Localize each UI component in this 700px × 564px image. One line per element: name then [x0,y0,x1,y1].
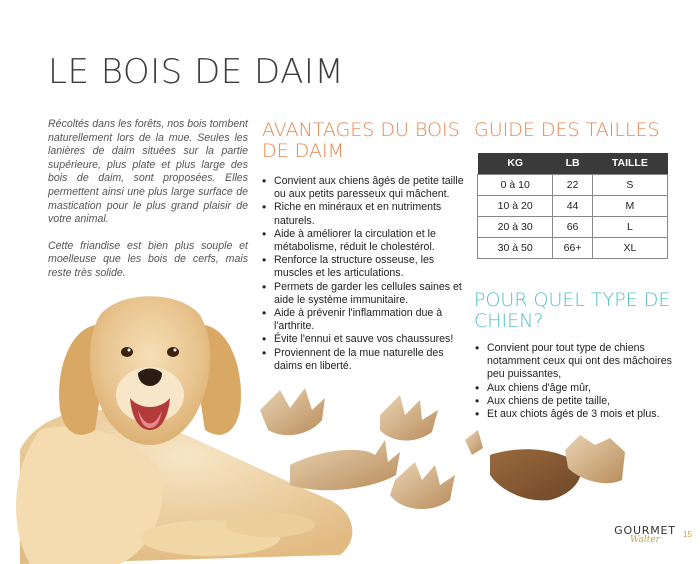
list-item: • Évite l'ennui et sauve vos chaussures! [262,333,472,346]
table-cell: M [592,195,667,216]
brand-logo [610,524,680,545]
table-cell: XL [592,237,667,258]
list-item: • Convient pour tout type de chiens notamment ceux qui ont des mâchoires peu puissantes, [475,342,687,382]
table-header-row [478,153,668,174]
table-cell: 30 à 50 [478,237,553,258]
table-cell: 0 à 10 [478,174,553,195]
page-number: 15 [683,530,692,539]
size-guide-table [477,153,668,259]
list-item: • Riche en minéraux et en nutriments naturels. [262,201,472,227]
list-item: • Aux chiens d'âge mûr, [475,382,687,395]
intro-text [48,118,248,294]
size-guide-title: GUIDE DES TAILLES [474,119,660,141]
column-header-kg: KG [478,153,553,174]
advantages-title: AVANTAGES DU BOIS DE DAIM [262,119,460,162]
dog-type-list [475,342,687,421]
table-cell: 44 [553,195,592,216]
table-cell: 66+ [553,237,592,258]
advantages-list [262,175,472,373]
list-item: • Renforce la structure osseuse, les muscles et les articulations. [262,254,472,280]
list-item: • Aide à prévenir l'inflammation due à l'arthrite. [262,307,472,333]
table-cell: 10 à 20 [478,195,553,216]
page-title: LE BOIS DE DAIM [48,52,345,92]
table-row [478,216,668,237]
intro-paragraph-1: Récoltés dans les forêts, nos bois tombent naturellement lors de la mue. Seules les lanières de daim situées sur la partie supérieure, plus plate et plus large des bois de daim, sont proposées. Elles permettent ainsi une plus large surface de mastication pour le plus grand plaisir de votre animal. [48,118,248,226]
dog-type-title: POUR QUEL TYPE DE CHIEN? [474,289,671,332]
table-cell: S [592,174,667,195]
brand-script: Walter [630,535,660,545]
list-item: • Aide à améliorer la circulation et le métabolisme, réduit le cholestérol. [262,228,472,254]
list-item: • Permets de garder les cellules saines et aide le système immunitaire. [262,281,472,307]
list-item: • Et aux chiots âgés de 3 mois et plus. [475,408,687,421]
table-row [478,237,668,258]
column-header-size: TAILLE [592,153,667,174]
table-row [478,174,668,195]
brand-name: GOURMET [614,524,676,537]
column-header-lb: LB [553,153,592,174]
table-cell: 20 à 30 [478,216,553,237]
table-cell: L [592,216,667,237]
table-cell: 22 [553,174,592,195]
list-item: • Convient aux chiens âgés de petite taille ou aux petits paresseux qui mâchent. [262,175,472,201]
intro-paragraph-2: Cette friandise est bien plus souple et moelleuse que les bois de cerfs, mais reste très solide. [48,239,248,279]
list-item: • Proviennent de la mue naturelle des daims en liberté. [262,347,472,373]
list-item: • Aux chiens de petite taille, [475,395,687,408]
table-row [478,195,668,216]
table-cell: 66 [553,216,592,237]
